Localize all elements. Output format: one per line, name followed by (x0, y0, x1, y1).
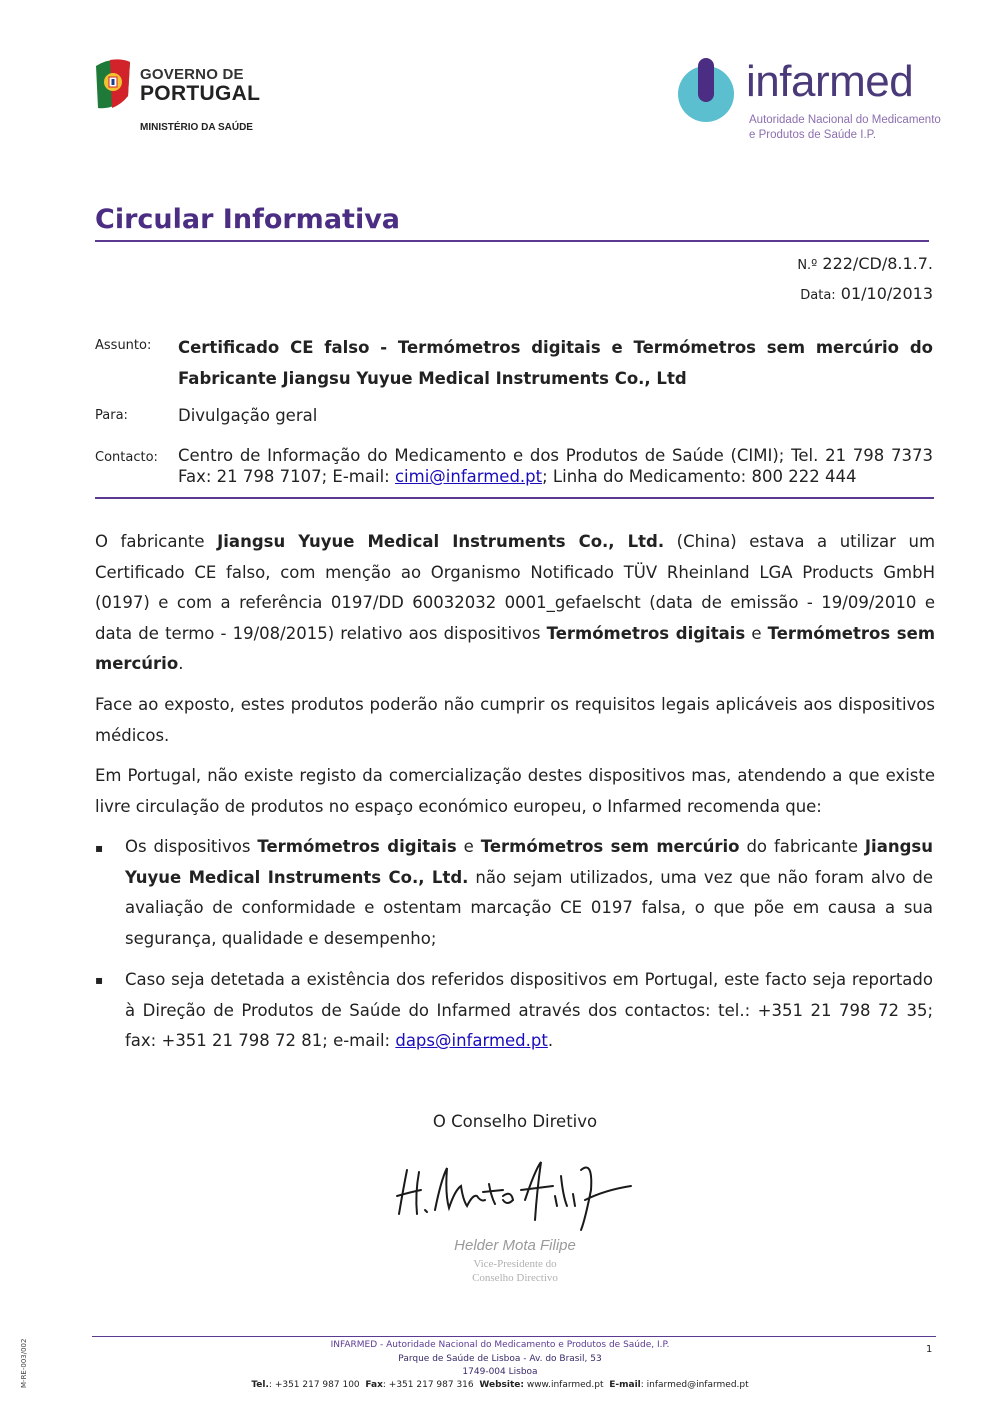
footer-fax-label: Fax (365, 1380, 383, 1390)
footer-fax-value: : +351 217 987 316 (382, 1380, 474, 1390)
document-code: M-RE-003/002 (20, 1338, 28, 1388)
gov-ministry-label: MINISTÉRIO DA SAÚDE (140, 122, 253, 133)
page-number: 1 (926, 1344, 933, 1355)
governo-portugal-logo (92, 56, 272, 140)
bullet-item-1 (125, 832, 933, 954)
handwritten-signature (385, 1150, 645, 1290)
stamp-name: Helder Mota Filipe (454, 1237, 576, 1254)
p1-text-1: O fabricante (95, 532, 218, 551)
daps-email-link[interactable]: daps@infarmed.pt (395, 1031, 548, 1050)
circular-number-label: N.º (797, 258, 818, 273)
p1-bold-manufacturer: Jiangsu Yuyue Medical Instruments Co., Ltd. (217, 532, 665, 551)
p1-bold-mercury-free: Termómetros sem mercúrio (95, 623, 936, 673)
infarmed-wordmark: infarmed (746, 57, 914, 106)
signature-label: O Conselho Diretivo (432, 1112, 598, 1131)
stamp-role-line2: Conselho Directivo (472, 1272, 558, 1284)
document-title: Circular Informativa (95, 204, 401, 235)
cimi-email-link[interactable]: cimi@infarmed.pt (394, 467, 543, 486)
circular-date (800, 284, 933, 303)
assunto-value: Certificado CE falso - Termómetros digitais e Termómetros sem mercúrio do Fabricante Jiangsu Yuyue Medical Instruments Co., Ltd (178, 338, 933, 388)
b1-text-4: não sejam utilizados, uma vez que não foram alvo de avaliação de conformidade e ostentam marcação CE 0197 falsa, o que põe em causa a sua segurança, qualidade e desempenho; (125, 867, 933, 948)
body-paragraph-2: Face ao exposto, estes produtos poderão não cumprir os requisitos legais aplicáveis aos dispositivos médicos. (95, 695, 935, 745)
p1-text-3: e (745, 623, 768, 643)
p1-text-2: (China) estava a utilizar um Certificado CE falso, com menção ao Organismo Notificado TÜV Rheinland LGA Products GmbH (0197) e com a referência 0197/DD 60032032 0001_gefaelscht (data de emissão - 19/09/2010 e data de termo - 19/08/2015) relativo aos dispositivos (95, 532, 936, 643)
bullet-square-icon: ▪ (95, 841, 104, 855)
circular-date-value: 01/10/2013 (840, 284, 933, 303)
circular-number-value: 222/CD/8.1.7. (822, 254, 933, 273)
stamp-role-line1: Vice-Presidente do (473, 1258, 557, 1270)
footer-email-label: E-mail (609, 1380, 641, 1390)
footer-tel-label: Tel. (251, 1380, 269, 1390)
contacto-label: Contacto: (95, 450, 158, 465)
footer-address: Parque de Saúde de Lisboa - Av. do Brasil, 53 (398, 1354, 602, 1364)
body-paragraph-3: Em Portugal, não existe registo da comercialização destes dispositivos mas, atendendo a que existe livre circulação de produtos no espaço económico europeu, o Infarmed recomenda que: (95, 766, 935, 816)
gov-logo-line1: GOVERNO DE (140, 66, 244, 83)
infarmed-subtitle-line1: Autoridade Nacional do Medicamento (749, 114, 941, 126)
b2-text-1: Caso seja detetada a existência dos referidos dispositivos em Portugal, este facto seja reportado à Direção de Produtos de Saúde do Infarmed através dos contactos: tel.: +351 21 798 72 35; fax: +351 21 798 72 81; e-mail: (125, 970, 933, 1050)
para-label: Para: (95, 408, 128, 423)
circular-date-label: Data: (800, 288, 836, 303)
para-value: Divulgação geral (178, 406, 318, 425)
footer-email-value[interactable]: : infarmed@infarmed.pt (640, 1380, 749, 1390)
gov-logo-line2: PORTUGAL (140, 82, 261, 105)
b1-bold-manufacturer: Jiangsu Yuyue Medical Instruments Co., Ltd. (125, 837, 933, 887)
b1-bold-mercury-free: Termómetros sem mercúrio (480, 837, 740, 856)
footer-contacts (0, 1380, 1000, 1390)
body-paragraph-1 (95, 527, 935, 680)
bullet-item-2 (125, 965, 933, 1057)
infarmed-mark-icon (676, 58, 738, 124)
footer-divider (92, 1336, 936, 1337)
b1-bold-digital: Termómetros digitais (257, 837, 457, 856)
footer-web-value[interactable]: www.infarmed.pt (523, 1380, 604, 1390)
b1-text-1: Os dispositivos (125, 837, 258, 856)
circular-number (797, 254, 933, 273)
contacto-value (178, 445, 933, 487)
title-divider (95, 240, 929, 242)
info-divider (95, 497, 934, 499)
p1-bold-digital: Termómetros digitais (546, 623, 746, 643)
p1-text-4: . (178, 654, 184, 673)
b1-text-2: e (456, 837, 481, 856)
footer-tel-value: : +351 217 987 100 (268, 1380, 360, 1390)
infarmed-logo (676, 56, 946, 146)
footer-org-name: INFARMED - Autoridade Nacional do Medicamento e Produtos de Saúde, I.P. (330, 1340, 670, 1350)
contacto-prefix: Centro de Informação do Medicamento e dos Produtos de Saúde (CIMI); Tel. 21 798 7373 Fax: 21 798 7107; E-mail: (178, 446, 933, 486)
bullet-square-icon: ▪ (95, 973, 104, 987)
footer-postcode: 1749-004 Lisboa (462, 1367, 538, 1377)
infarmed-subtitle-line2: e Produtos de Saúde I.P. (749, 129, 877, 141)
footer-web-label: Website: (479, 1380, 524, 1390)
b2-text-2: . (547, 1031, 554, 1050)
contacto-suffix: ; Linha do Medicamento: 800 222 444 (542, 467, 857, 486)
assunto-label: Assunto: (95, 338, 152, 353)
portugal-emblem-icon (92, 56, 134, 112)
b1-text-3: do fabricante (739, 837, 865, 856)
